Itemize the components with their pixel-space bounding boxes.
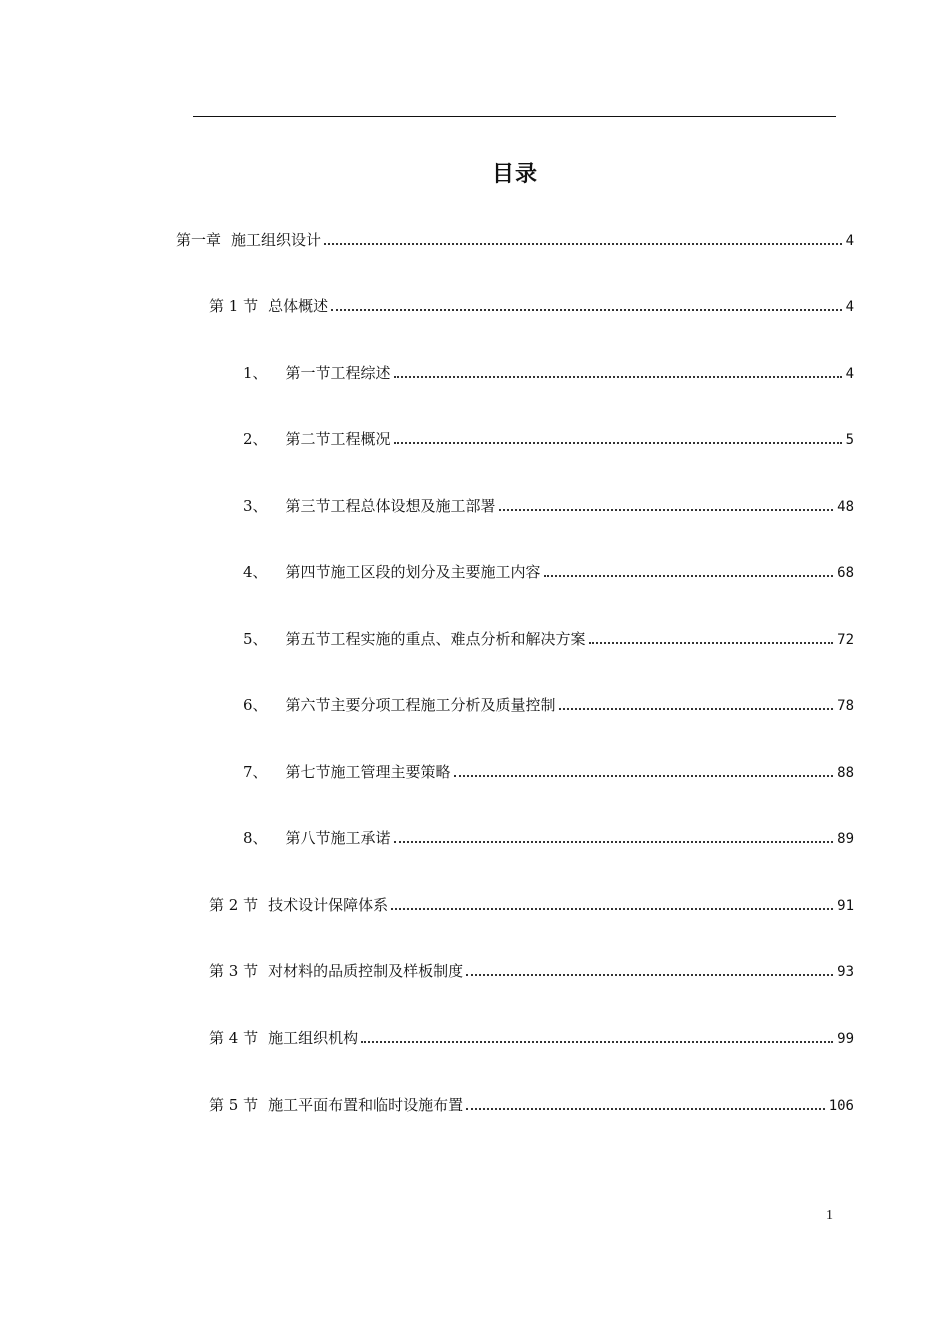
header-rule — [193, 116, 836, 117]
toc-entry-label: 第八节施工承诺 — [285, 829, 391, 847]
toc-entry-label: 施工组织设计 — [231, 231, 322, 249]
toc-entry-section-4[interactable] — [209, 1027, 854, 1049]
dot-leader — [466, 974, 833, 976]
toc-entry-number: 第 5 节 — [209, 1096, 259, 1114]
toc-entry-section-2[interactable] — [209, 894, 854, 916]
dot-leader — [394, 841, 834, 843]
page-title: 目录 — [491, 162, 538, 187]
toc-entry-number: 4、 — [243, 563, 268, 581]
toc-entry-page: 78 — [837, 698, 854, 714]
dot-leader — [394, 442, 842, 444]
toc-entry-label: 第二节工程概况 — [285, 430, 391, 448]
toc-entry-subsection-8[interactable] — [243, 827, 854, 849]
toc-entry-label: 第一节工程综述 — [285, 364, 391, 382]
toc-entry-number: 第 2 节 — [209, 896, 259, 914]
toc-entry-section-5[interactable] — [209, 1094, 854, 1116]
toc-entry-number: 3、 — [243, 497, 268, 515]
toc-entry-subsection-3[interactable] — [243, 495, 854, 517]
toc-entry-page: 106 — [828, 1098, 854, 1114]
toc-entry-label: 技术设计保障体系 — [268, 896, 389, 914]
dot-leader — [589, 642, 834, 644]
toc-entry-number: 1、 — [243, 364, 268, 382]
toc-entry-label: 第四节施工区段的划分及主要施工内容 — [285, 563, 541, 581]
dot-leader — [331, 309, 841, 311]
toc-entry-label: 施工平面布置和临时设施布置 — [268, 1096, 464, 1114]
toc-entry-section-3[interactable] — [209, 960, 854, 982]
toc-entry-label: 总体概述 — [268, 297, 329, 315]
toc-entry-number: 5、 — [243, 630, 268, 648]
toc-entry-page: 99 — [837, 1031, 854, 1047]
toc-entry-page: 4 — [845, 233, 854, 249]
toc-entry-label: 施工组织机构 — [268, 1029, 359, 1047]
dot-leader — [454, 775, 834, 777]
toc-entry-page: 48 — [837, 499, 854, 515]
toc-entry-subsection-6[interactable] — [243, 694, 854, 716]
toc-entry-number: 第 3 节 — [209, 962, 259, 980]
toc-entry-label: 第六节主要分项工程施工分析及质量控制 — [285, 696, 556, 714]
toc-entry-subsection-7[interactable] — [243, 761, 854, 783]
toc-entry-label: 第三节工程总体设想及施工部署 — [285, 497, 496, 515]
toc-entry-page: 5 — [845, 432, 854, 448]
toc-entry-number: 2、 — [243, 430, 268, 448]
toc-entry-chapter-1[interactable] — [176, 229, 854, 251]
toc-entry-page: 88 — [837, 765, 854, 781]
toc-entry-number: 第一章 — [176, 231, 222, 249]
toc-entry-page: 91 — [837, 898, 854, 914]
toc-entry-number: 第 4 节 — [209, 1029, 259, 1047]
toc-entry-page: 4 — [845, 299, 854, 315]
dot-leader — [391, 908, 833, 910]
toc-entry-label: 第七节施工管理主要策略 — [285, 763, 451, 781]
dot-leader — [544, 575, 834, 577]
dot-leader — [361, 1041, 833, 1043]
dot-leader — [466, 1108, 825, 1110]
toc-entry-subsection-2[interactable] — [243, 428, 854, 450]
toc-entry-subsection-4[interactable] — [243, 561, 854, 583]
toc-entry-label: 对材料的品质控制及样板制度 — [268, 962, 464, 980]
toc-entry-number: 7、 — [243, 763, 268, 781]
dot-leader — [394, 376, 842, 378]
toc-entry-page: 68 — [837, 565, 854, 581]
toc-entry-number: 8、 — [243, 829, 268, 847]
toc-entry-label: 第五节工程实施的重点、难点分析和解决方案 — [285, 630, 586, 648]
toc-entry-subsection-5[interactable] — [243, 628, 854, 650]
toc-entry-page: 4 — [845, 366, 854, 382]
toc-entry-subsection-1[interactable] — [243, 362, 854, 384]
toc-entry-number: 第 1 节 — [209, 297, 259, 315]
toc-entry-page: 89 — [837, 831, 854, 847]
toc-entry-page: 93 — [837, 964, 854, 980]
toc-entry-number: 6、 — [243, 696, 268, 714]
dot-leader — [324, 243, 842, 245]
dot-leader — [559, 708, 834, 710]
page-number: 1 — [826, 1208, 833, 1223]
toc-entry-page: 72 — [837, 632, 854, 648]
dot-leader — [499, 509, 834, 511]
toc-entry-section-1[interactable] — [209, 295, 854, 317]
